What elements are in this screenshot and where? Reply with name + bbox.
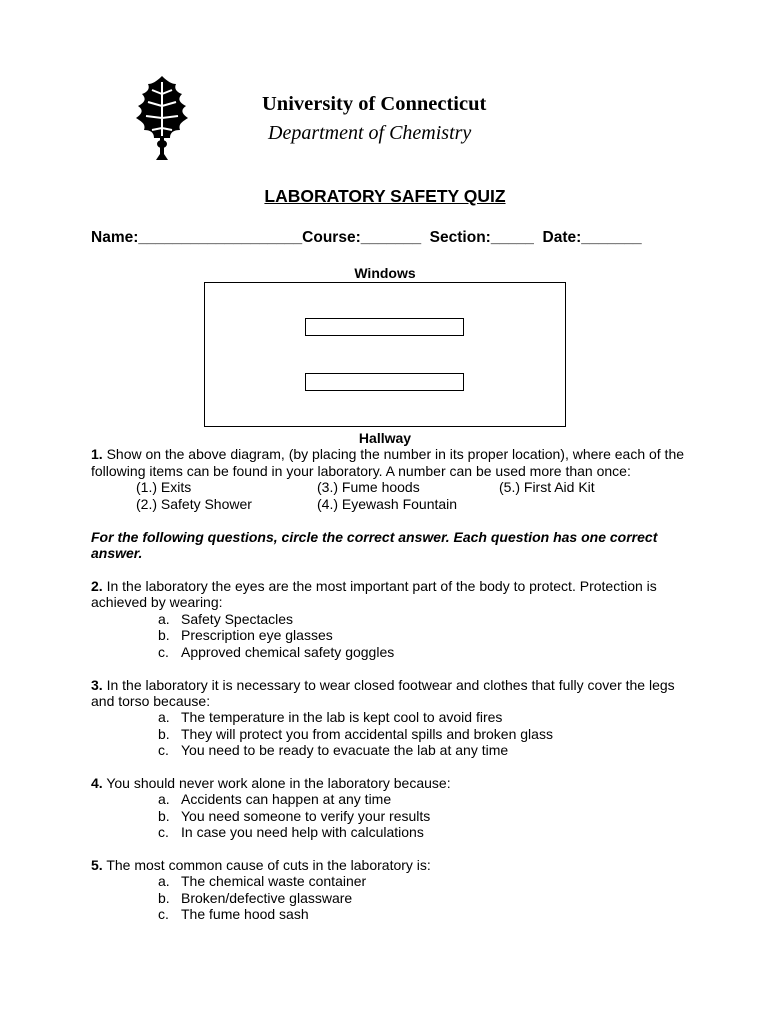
option-letter: b. — [158, 808, 170, 824]
question-2-line1 — [91, 578, 657, 594]
option-letter: b. — [158, 726, 170, 742]
item-safety-shower: (2.) Safety Shower — [136, 496, 252, 512]
university-name: University of Connecticut — [262, 93, 487, 115]
question-5-line1 — [91, 857, 431, 873]
question-text: In the laboratory the eyes are the most important part of the body to protect. Protection is — [102, 578, 657, 594]
oak-leaf-icon — [132, 74, 192, 164]
question-number: 1. — [91, 446, 103, 462]
option-letter: c. — [158, 742, 169, 758]
question-number: 5. — [91, 857, 103, 873]
question-1-line2: following items can be found in your laboratory. A number can be used more than once: — [91, 463, 631, 479]
option-text[interactable]: They will protect you from accidental spills and broken glass — [181, 726, 553, 742]
question-3-line2: and torso because: — [91, 693, 211, 709]
question-text: The most common cause of cuts in the laboratory is: — [102, 857, 431, 873]
option-text[interactable]: Broken/defective glassware — [181, 890, 353, 906]
option-text[interactable]: In case you need help with calculations — [181, 824, 424, 840]
option-letter: c. — [158, 824, 169, 840]
option-letter: c. — [158, 906, 169, 922]
instructions: For the following questions, circle the correct answer. Each question has one correct answer. — [91, 529, 658, 562]
option-letter: a. — [158, 873, 170, 889]
item-eyewash-fountain: (4.) Eyewash Fountain — [317, 496, 458, 512]
question-4-line1 — [91, 775, 451, 791]
question-1-line1 — [91, 446, 684, 462]
option-text[interactable]: You need to be ready to evacuate the lab at any time — [181, 742, 509, 758]
option-text[interactable]: You need someone to verify your results — [181, 808, 431, 824]
item-first-aid-kit: (5.) First Aid Kit — [499, 479, 595, 495]
department-name: Department of Chemistry — [268, 122, 472, 144]
option-text[interactable]: Accidents can happen at any time — [181, 791, 392, 807]
option-text[interactable]: Safety Spectacles — [181, 611, 294, 627]
hallway-label: Hallway — [358, 430, 412, 446]
option-letter: c. — [158, 644, 169, 660]
question-2-line2: achieved by wearing: — [91, 594, 223, 610]
question-number: 4. — [91, 775, 103, 791]
option-text[interactable]: Prescription eye glasses — [181, 627, 333, 643]
question-number: 2. — [91, 578, 103, 594]
question-3-line1 — [91, 677, 675, 693]
option-text[interactable]: The chemical waste container — [181, 873, 367, 889]
question-number: 3. — [91, 677, 103, 693]
option-text[interactable]: The temperature in the lab is kept cool to avoid fires — [181, 709, 503, 725]
question-text: In the laboratory it is necessary to wear closed footwear and clothes that fully cover the legs — [102, 677, 675, 693]
lab-bench-2 — [305, 373, 464, 391]
option-letter: a. — [158, 709, 170, 725]
lab-diagram — [204, 282, 566, 427]
option-text[interactable]: The fume hood sash — [181, 906, 309, 922]
student-info-fields: Name:___________________Course:_______ Section:_____ Date:_______ — [91, 229, 642, 246]
option-letter: b. — [158, 627, 170, 643]
item-exits: (1.) Exits — [136, 479, 192, 495]
item-fume-hoods: (3.) Fume hoods — [317, 479, 420, 495]
option-letter: a. — [158, 791, 170, 807]
question-text: You should never work alone in the laboratory because: — [102, 775, 451, 791]
page-title: LABORATORY SAFETY QUIZ — [264, 186, 506, 206]
lab-bench-1 — [305, 318, 464, 336]
question-text: Show on the above diagram, (by placing the number in its proper location), where each of the — [102, 446, 685, 462]
option-letter: a. — [158, 611, 170, 627]
windows-label: Windows — [354, 265, 416, 281]
option-text[interactable]: Approved chemical safety goggles — [181, 644, 395, 660]
option-letter: b. — [158, 890, 170, 906]
